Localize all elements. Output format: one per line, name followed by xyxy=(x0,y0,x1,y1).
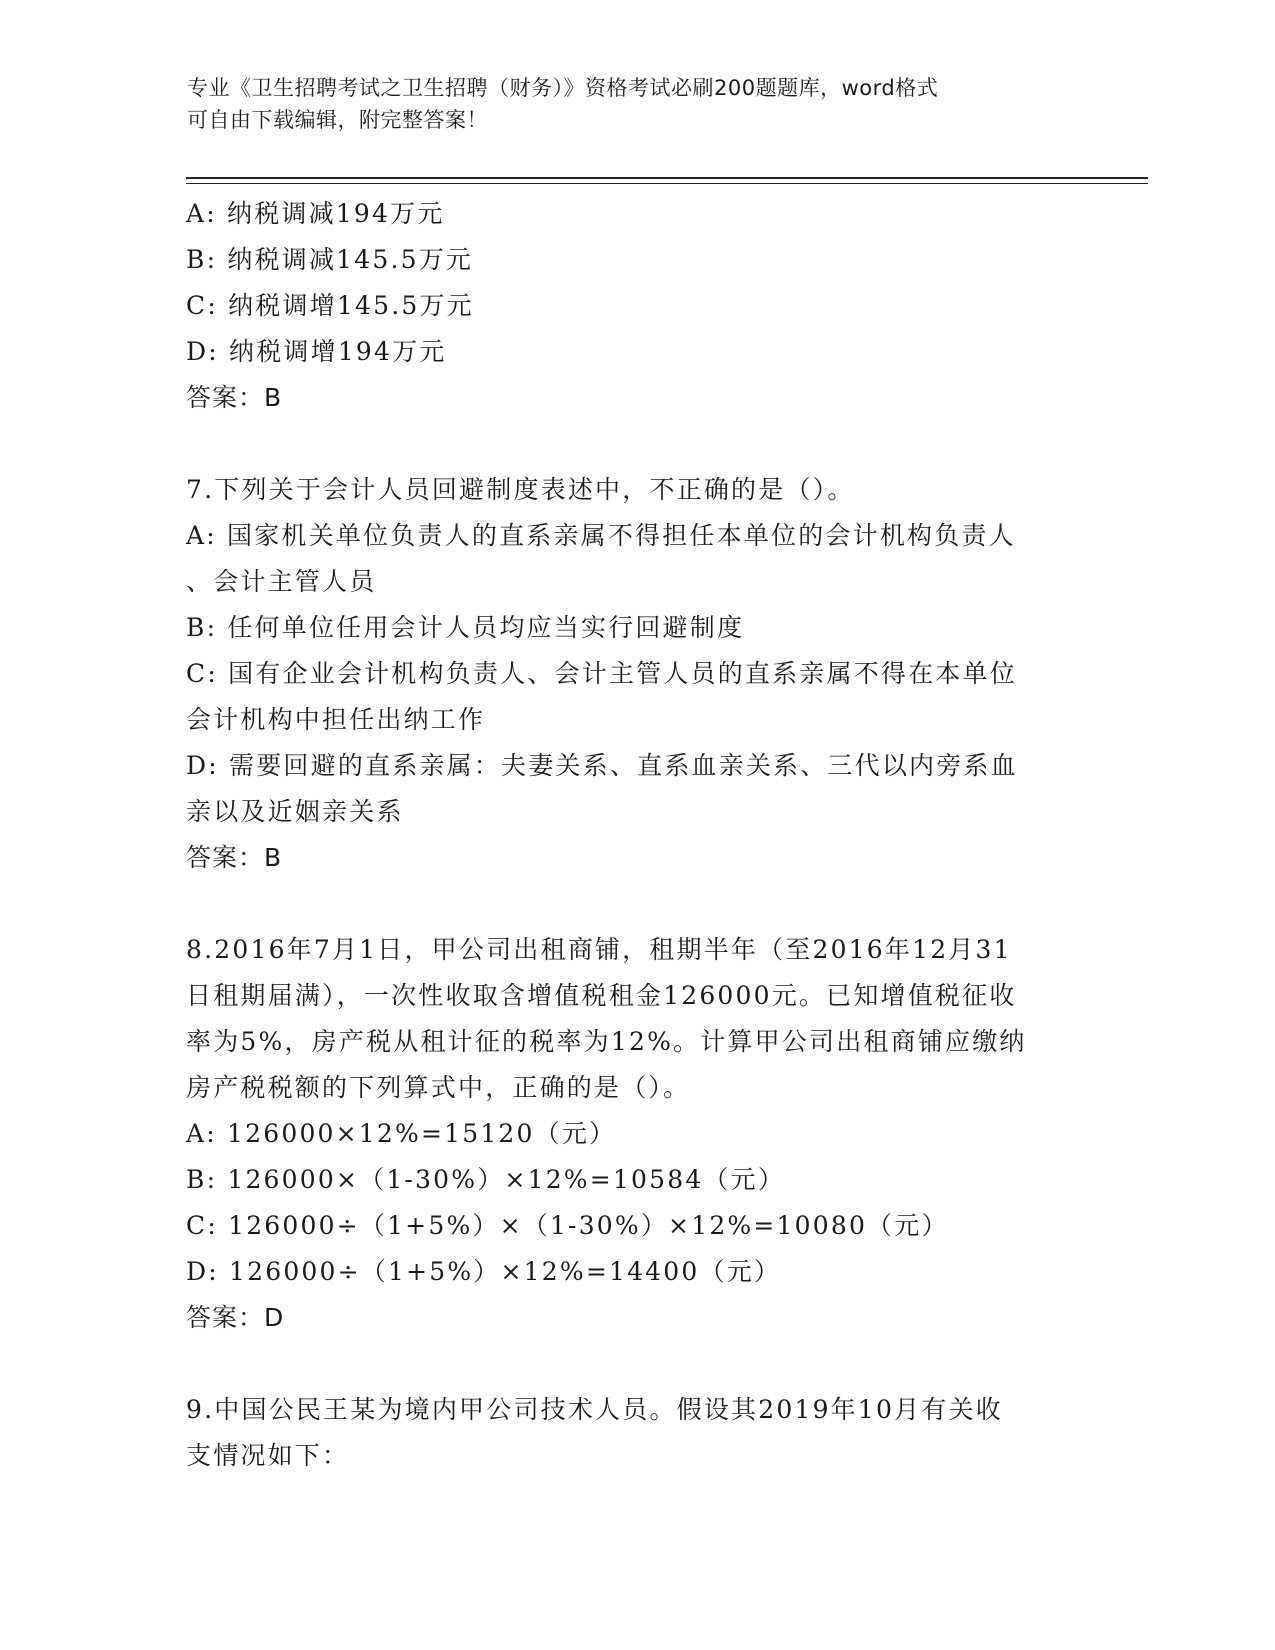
option-d-cont: 亲以及近姻亲关系 xyxy=(186,797,404,826)
question-stem-line-1: 8.2016年7月1日，甲公司出租商铺，租期半年（至2016年12月31 xyxy=(186,935,1012,964)
option-c: C: 国有企业会计机构负责人、会计主管人员的直系亲属不得在本单位 xyxy=(186,659,1017,688)
question-stem-line-2: 日租期届满），一次性收取含增值税租金126000元。已知增值税征收 xyxy=(186,981,1017,1010)
option-a: A: 国家机关单位负责人的直系亲属不得担任本单位的会计机构负责人 xyxy=(186,521,1016,550)
option-a: A: 126000×12%=15120（元） xyxy=(186,1119,617,1148)
option-d: D: 需要回避的直系亲属：夫妻关系、直系血亲关系、三代以内旁系血 xyxy=(186,751,1018,780)
spacer xyxy=(186,1341,1076,1387)
header-line-2: 可自由下载编辑，附完整答案！ xyxy=(187,108,488,132)
option-c-cont: 会计机构中担任出纳工作 xyxy=(186,705,486,734)
header-divider-thin xyxy=(186,183,1148,184)
spacer xyxy=(186,421,1076,467)
question-6 xyxy=(186,191,1076,421)
option-d: D: 126000÷（1+5%）×12%=14400（元） xyxy=(186,1257,782,1286)
answer: 答案：B xyxy=(186,843,283,872)
question-content xyxy=(186,191,1076,1479)
option-c: C: 126000÷（1+5%）×（1-30%）×12%=10080（元） xyxy=(186,1211,949,1240)
page-header xyxy=(187,72,1067,136)
option-a-cont: 、会计主管人员 xyxy=(186,567,377,596)
question-7 xyxy=(186,467,1076,881)
option-d: D: 纳税调增194万元 xyxy=(186,337,447,366)
answer: 答案：B xyxy=(186,383,283,412)
option-b: B: 纳税调减145.5万元 xyxy=(186,245,474,274)
option-c: C: 纳税调增145.5万元 xyxy=(186,291,474,320)
question-9 xyxy=(186,1387,1076,1479)
header-divider-thick xyxy=(186,177,1148,179)
answer: 答案：D xyxy=(186,1303,285,1332)
question-stem-line-1: 9.中国公民王某为境内甲公司技术人员。假设其2019年10月有关收 xyxy=(186,1395,1003,1424)
spacer xyxy=(186,881,1076,927)
question-stem-line-2: 支情况如下： xyxy=(186,1441,350,1470)
option-b: B: 126000×（1-30%）×12%=10584（元） xyxy=(186,1165,786,1194)
header-line-1: 专业《卫生招聘考试之卫生招聘（财务）》资格考试必刷200题题库，word格式 xyxy=(187,76,939,100)
question-stem-line-3: 率为5%，房产税从租计征的税率为12%。计算甲公司出租商铺应缴纳 xyxy=(186,1027,1027,1056)
option-a: A: 纳税调减194万元 xyxy=(186,199,445,228)
question-8 xyxy=(186,927,1076,1341)
question-stem-line-4: 房产税税额的下列算式中，正确的是（）。 xyxy=(186,1073,691,1102)
option-b: B: 任何单位任用会计人员均应当实行回避制度 xyxy=(186,613,745,642)
question-stem: 7.下列关于会计人员回避制度表述中，不正确的是（）。 xyxy=(186,475,855,504)
